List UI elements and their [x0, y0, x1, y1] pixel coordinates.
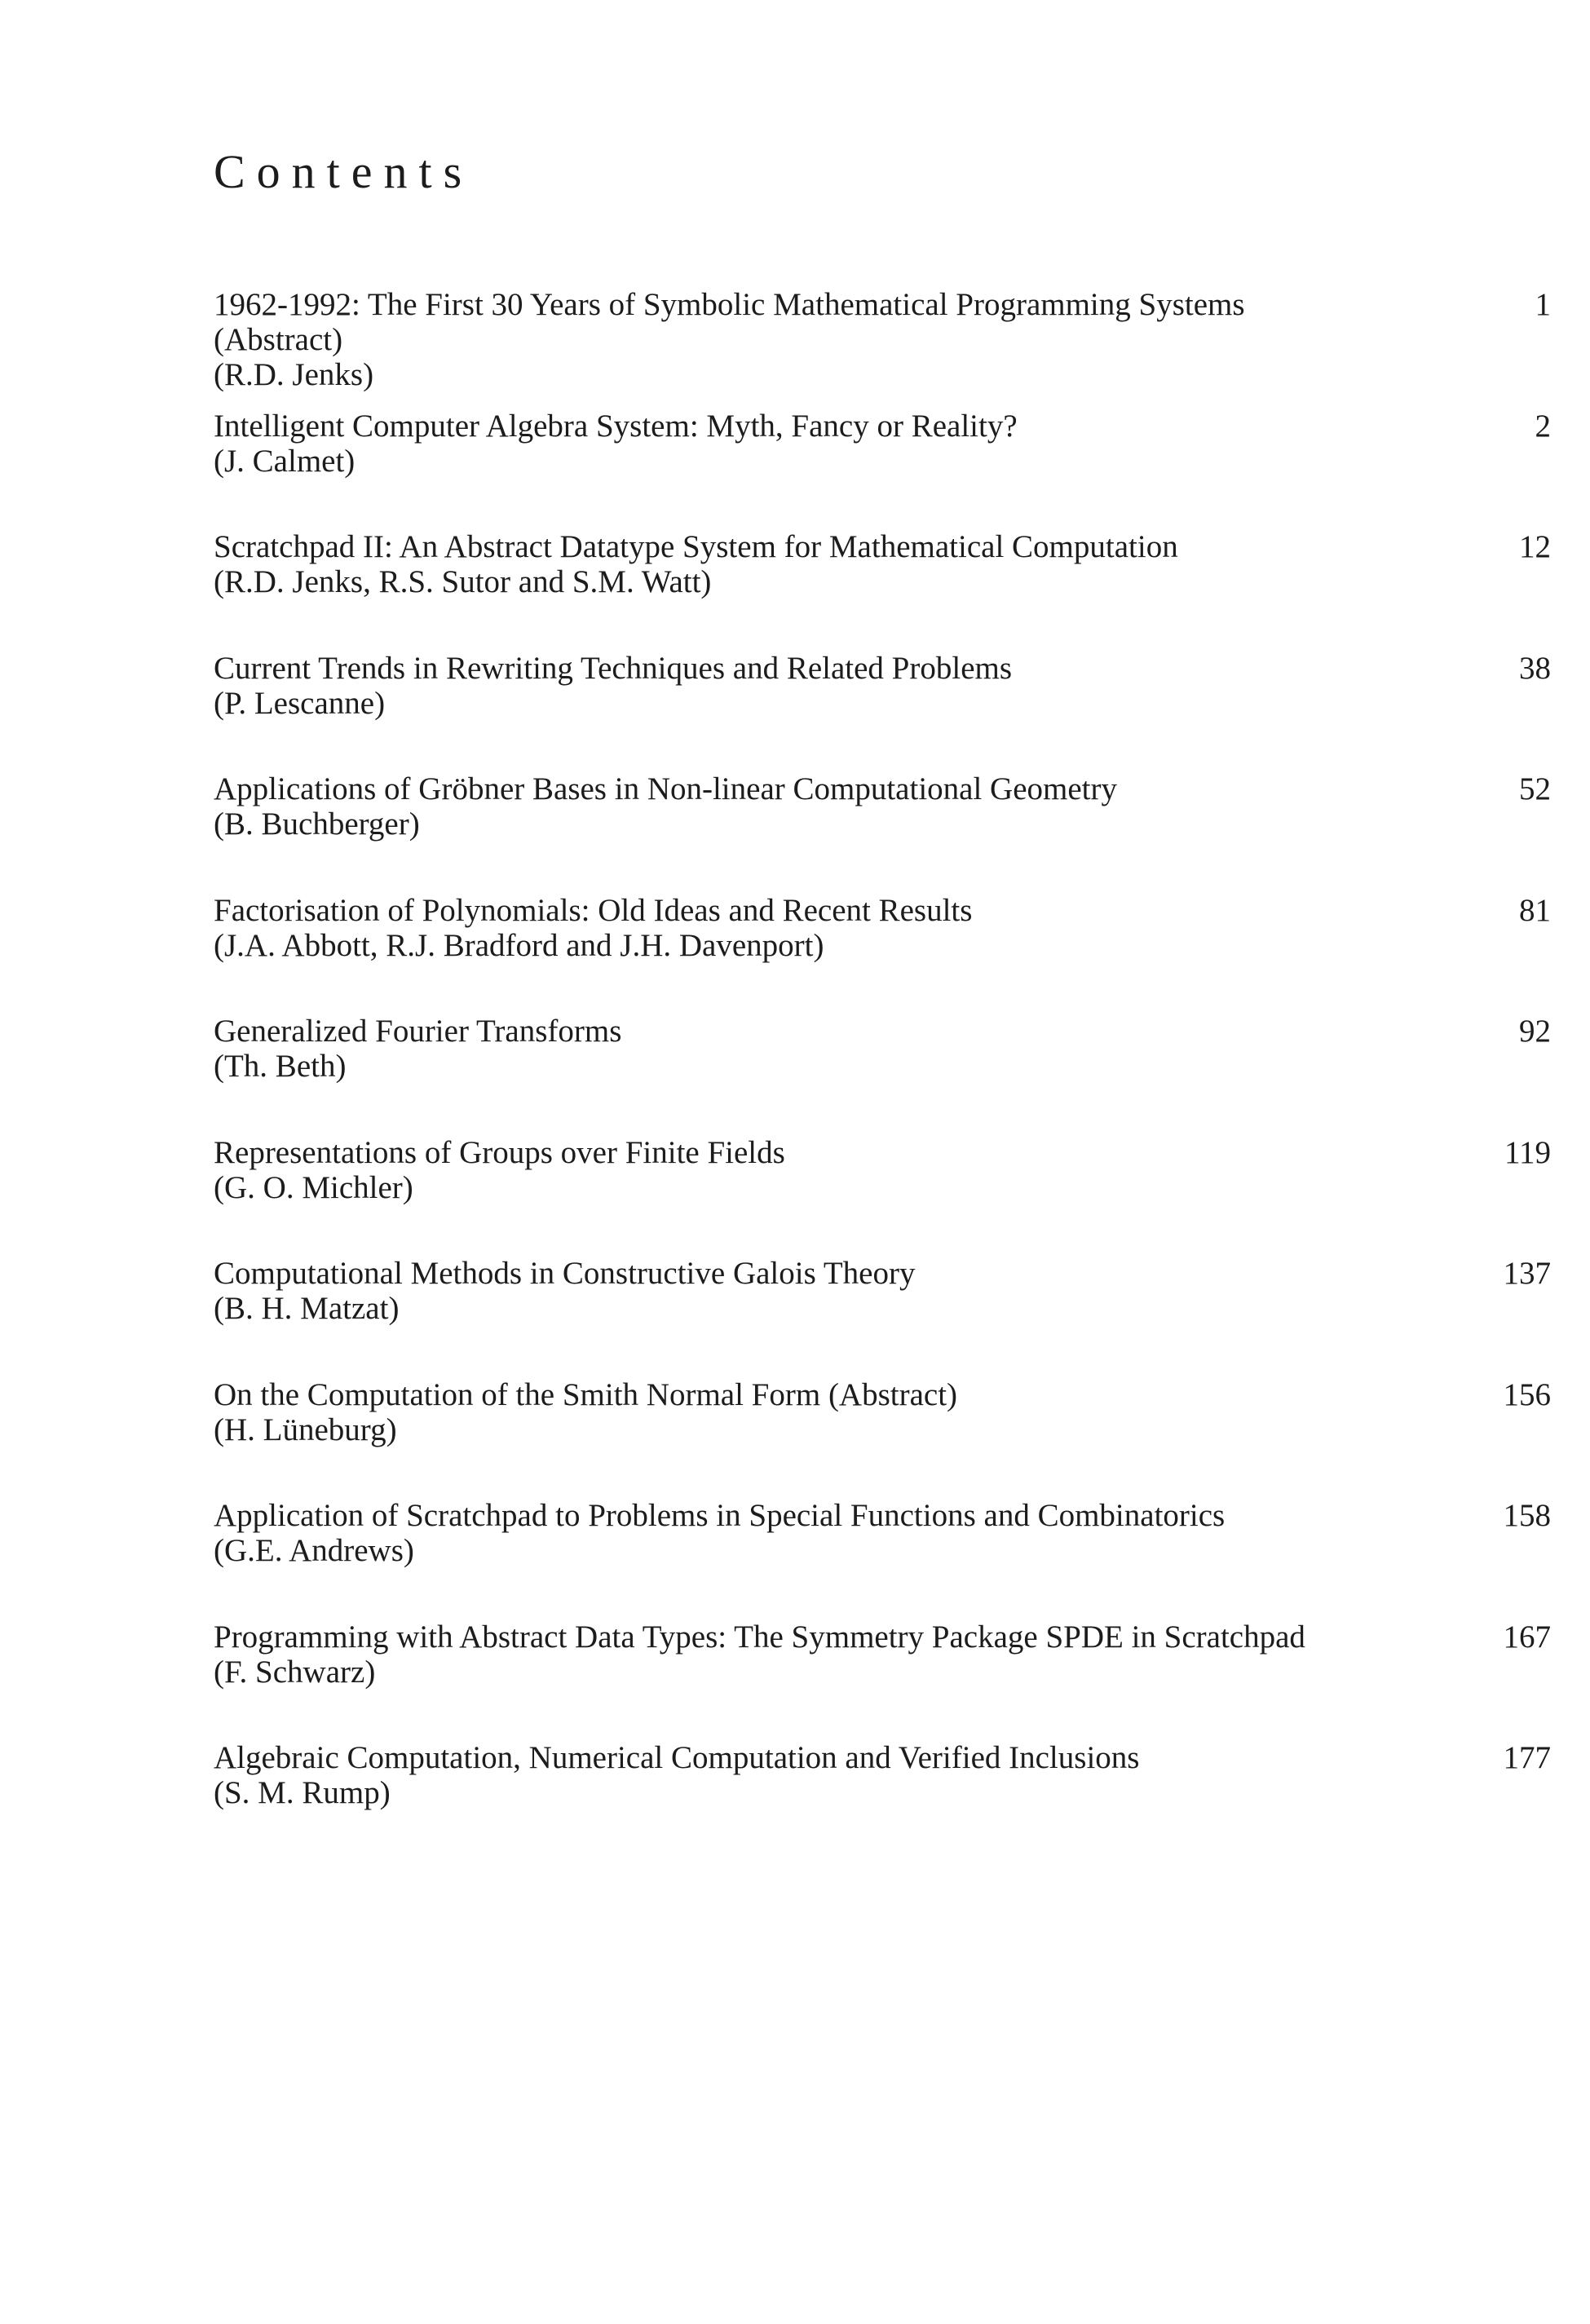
entry-page-number: 177	[1503, 1740, 1551, 1775]
toc-entry	[214, 1256, 1551, 1377]
toc-entry	[214, 287, 1551, 409]
entry-page-number: 167	[1503, 1619, 1551, 1655]
entry-authors: (B. Buchberger)	[214, 806, 420, 842]
entry-title: Application of Scratchpad to Problems in Special Functions and Combinatorics	[214, 1498, 1226, 1533]
entry-page-number: 2	[1535, 408, 1551, 444]
entry-title: Factorisation of Polynomials: Old Ideas and Recent Results	[214, 892, 973, 928]
toc-entry	[214, 771, 1551, 893]
entry-authors: (P. Lescanne)	[214, 685, 386, 721]
entry-title: Computational Methods in Constructive Galois Theory	[214, 1256, 916, 1291]
entry-title: Applications of Gröbner Bases in Non-linear Computational Geometry	[214, 771, 1117, 806]
entry-authors: (B. H. Matzat)	[214, 1291, 400, 1326]
entry-title: Scratchpad II: An Abstract Datatype System for Mathematical Computation	[214, 529, 1178, 564]
entry-subtitle: (Abstract)	[214, 322, 343, 357]
entry-page-number: 52	[1519, 771, 1551, 806]
entry-authors: (G. O. Michler)	[214, 1169, 413, 1205]
toc-entry	[214, 893, 1551, 1014]
toc-entry	[214, 1377, 1551, 1499]
entry-authors: (H. Lüneburg)	[214, 1412, 397, 1447]
entry-page-number: 137	[1503, 1256, 1551, 1291]
entry-page-number: 38	[1519, 650, 1551, 686]
entry-page-number: 92	[1519, 1014, 1551, 1049]
toc-entry	[214, 1740, 1551, 1862]
entry-title: Algebraic Computation, Numerical Computation and Verified Inclusions	[214, 1740, 1140, 1775]
entry-page-number: 158	[1503, 1498, 1551, 1533]
entry-authors: (J. Calmet)	[214, 443, 356, 479]
entry-page-number: 12	[1519, 529, 1551, 564]
toc-entry	[214, 1014, 1551, 1135]
entry-authors: (G.E. Andrews)	[214, 1533, 414, 1568]
entry-title: Intelligent Computer Algebra System: Myth, Fancy or Reality?	[214, 408, 1018, 444]
page-title: Contents	[214, 145, 474, 198]
entry-page-number: 1	[1535, 287, 1551, 322]
entry-page-number: 81	[1519, 892, 1551, 928]
entry-title: 1962-1992: The First 30 Years of Symbolic Mathematical Programming Systems	[214, 287, 1245, 322]
entry-title: Representations of Groups over Finite Fields	[214, 1134, 785, 1170]
entry-authors: (J.A. Abbott, R.J. Bradford and J.H. Davenport)	[214, 927, 824, 963]
toc-entry	[214, 409, 1551, 530]
toc-entry	[214, 1135, 1551, 1257]
toc-entry	[214, 529, 1551, 651]
entry-authors: (R.D. Jenks, R.S. Sutor and S.M. Watt)	[214, 564, 712, 599]
entry-page-number: 119	[1504, 1134, 1551, 1170]
entry-authors: (Th. Beth)	[214, 1049, 347, 1084]
entry-authors: (R.D. Jenks)	[214, 357, 374, 392]
toc-entry	[214, 1619, 1551, 1741]
toc-entry	[214, 1498, 1551, 1619]
toc-entry	[214, 651, 1551, 772]
entry-title: Programming with Abstract Data Types: The Symmetry Package SPDE in Scratchpad	[214, 1619, 1305, 1655]
entry-page-number: 156	[1503, 1376, 1551, 1412]
entry-authors: (F. Schwarz)	[214, 1654, 376, 1690]
entry-title: Current Trends in Rewriting Techniques and Related Problems	[214, 650, 1013, 686]
entry-authors: (S. M. Rump)	[214, 1775, 391, 1810]
entry-title: Generalized Fourier Transforms	[214, 1014, 622, 1049]
entry-title: On the Computation of the Smith Normal Form (Abstract)	[214, 1376, 958, 1412]
table-of-contents	[214, 287, 1551, 1862]
